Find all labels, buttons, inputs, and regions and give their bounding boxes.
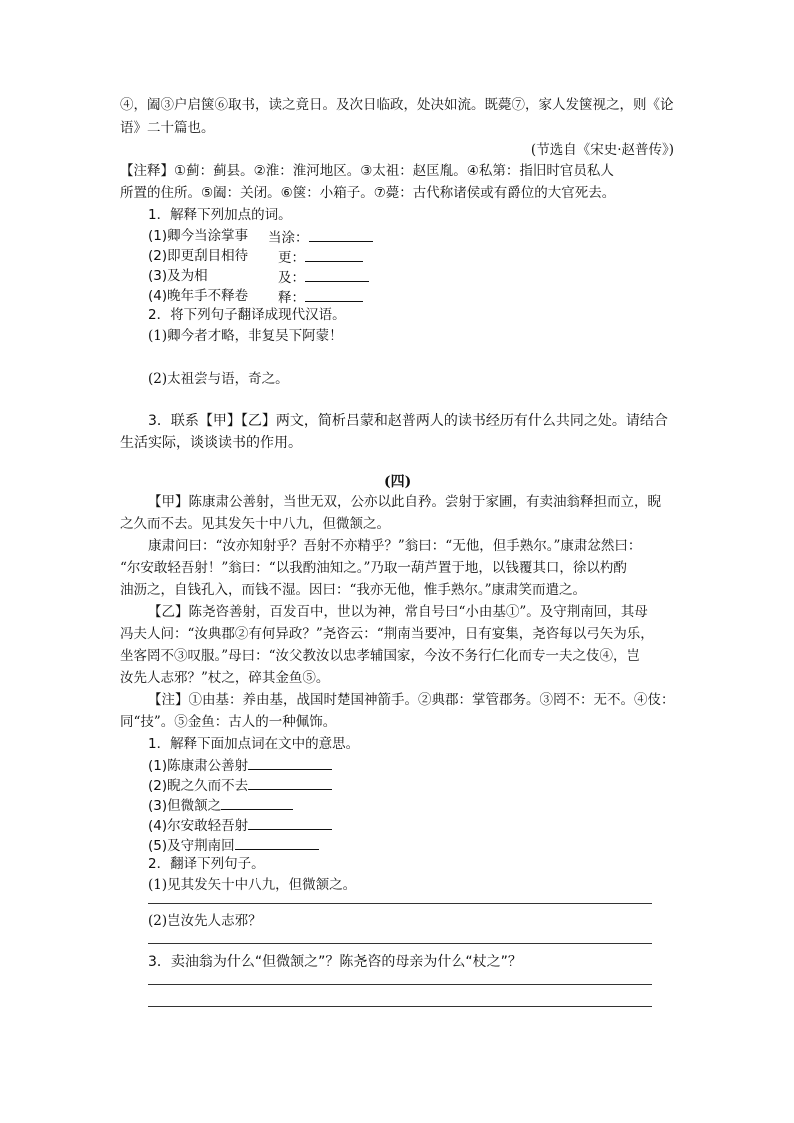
passage-yi-line: 【乙】陈尧咨善射，百发百中，世以为神，常自号曰“小由基①”。及守荆南回，其母: [148, 604, 648, 620]
explain-item-5: [148, 835, 319, 855]
answer-blank[interactable]: [305, 287, 363, 302]
question-3-line1: 3．联系【甲】【乙】两文，简析吕蒙和赵普两人的读书经历有什么共同之处。请结合: [148, 413, 668, 429]
section-title: (四): [384, 474, 412, 490]
vocab-item-3: (3)及为相: [148, 268, 208, 284]
section4-q1-heading: 1．解释下面加点词在文中的意思。: [148, 736, 360, 752]
vocab-item-4: (4)晚年手不释卷: [148, 288, 249, 304]
answer-blank[interactable]: [235, 835, 319, 850]
explain-item-text: (2)睨之久而不去: [148, 778, 249, 794]
section4-q3: 3．卖油翁为什么“但微颔之”？陈尧咨的母亲为什么“杖之”？: [148, 954, 522, 970]
source-citation: (节选自《宋史·赵普传》): [530, 142, 674, 158]
answer-line[interactable]: [148, 984, 652, 985]
vocab-item-2: (2)即更刮目相待: [148, 248, 249, 264]
explain-item-text: (5)及守荆南回: [148, 838, 235, 854]
explain-item-text: (3)但微颔之: [148, 798, 222, 814]
explain-item-text: (1)陈康肃公善射: [148, 758, 249, 774]
question-2-heading: 2．将下列句子翻译成现代汉语。: [148, 307, 346, 323]
vocab-answer-3[interactable]: [278, 267, 369, 287]
answer-line[interactable]: [148, 943, 652, 944]
annotation-line1: 【注释】①蓟：蓟县。②淮：淮河地区。③太祖：赵匡胤。④私第：指旧时官员私人: [120, 163, 614, 179]
explain-item-text: (4)尔安敢轻吾射: [148, 818, 249, 834]
vocab-answer-4[interactable]: [278, 287, 363, 307]
passage-yi-line: 坐客罔不③叹服。”母曰：“汝父教汝以忠孝辅国家，今汝不务行仁化而专一夫之伎④，岂: [120, 648, 641, 664]
answer-blank[interactable]: [248, 815, 332, 830]
passage-yi-line: 汝先人志邪？”杖之，碎其金鱼⑤。: [120, 670, 330, 686]
translate-sentence-2: (2)太祖尝与语，奇之。: [148, 371, 289, 387]
section4-q2-heading: 2．翻译下列句子。: [148, 856, 265, 872]
answer-line[interactable]: [148, 1006, 652, 1007]
vocab-term-2: 更：: [278, 250, 305, 266]
answer-blank[interactable]: [309, 227, 373, 242]
passage-jia-line: 康肃问曰：“汝亦知射乎？吾射不亦精乎？”翁曰：“无他，但手熟尔。”康肃忿然曰：: [148, 538, 642, 554]
passage-jia-line: “尔安敢轻吾射！”翁曰：“以我酌油知之。”乃取一葫芦置于地，以钱覆其口，徐以杓酌: [120, 560, 627, 576]
answer-blank[interactable]: [305, 267, 369, 282]
translate-prompt-2: (2)岂汝先人志邪？: [148, 913, 262, 929]
annotation-line2: 所置的住所。⑤阖：关闭。⑥箧：小箱子。⑦薨：古代称诸侯或有爵位的大官死去。: [120, 185, 616, 201]
answer-blank[interactable]: [248, 755, 332, 770]
vocab-answer-1[interactable]: [268, 227, 373, 247]
note-line2: 同“技”。⑤金鱼：古人的一种佩饰。: [120, 714, 337, 730]
answer-blank[interactable]: [221, 795, 293, 810]
question-1-heading: 1．解释下列加点的词。: [148, 207, 292, 223]
passage-continuation-line2: 语》二十篇也。: [120, 120, 215, 136]
passage-jia-line: 之久而不去。见其发矢十中八九，但微颔之。: [120, 516, 390, 532]
answer-blank[interactable]: [248, 775, 332, 790]
explain-item-4: [148, 815, 332, 835]
explain-item-1: [148, 755, 332, 775]
answer-blank[interactable]: [305, 247, 363, 262]
passage-yi-line: 冯夫人问：“汝典郡②有何异政？”尧咨云：“荆南当要冲，日有宴集，尧咨每以弓矢为乐，: [120, 626, 654, 642]
explain-item-2: [148, 775, 332, 795]
explain-item-3: [148, 795, 293, 815]
question-3-line2: 生活实际，谈谈读书的作用。: [120, 435, 302, 451]
vocab-term-4: 释：: [278, 290, 305, 306]
answer-line[interactable]: [148, 903, 652, 904]
passage-continuation-line1: ④，阖③户启箧⑥取书，读之竟日。及次日临政，处决如流。既薨⑦，家人发箧视之，则《论: [120, 97, 674, 113]
vocab-item-1: (1)卿今当涂掌事: [148, 228, 249, 244]
vocab-term-1: 当涂：: [268, 230, 309, 246]
vocab-answer-2[interactable]: [278, 247, 363, 267]
translate-prompt-1: (1)见其发矢十中八九，但微颔之。: [148, 877, 357, 893]
passage-jia-line: 【甲】陈康肃公善射，当世无双，公亦以此自矜。尝射于家圃，有卖油翁释担而立，睨: [148, 494, 661, 510]
passage-jia-line: 油沥之，自钱孔入，而钱不湿。因曰：“我亦无他，惟手熟尔。”康肃笑而遣之。: [120, 582, 587, 598]
translate-sentence-1: (1)卿今者才略，非复吴下阿蒙！: [148, 328, 343, 344]
note-line1: 【注】①由基：养由基，战国时楚国神箭手。②典郡：掌管郡务。③罔不：无不。④伎：: [148, 692, 675, 708]
vocab-term-3: 及：: [278, 270, 305, 286]
